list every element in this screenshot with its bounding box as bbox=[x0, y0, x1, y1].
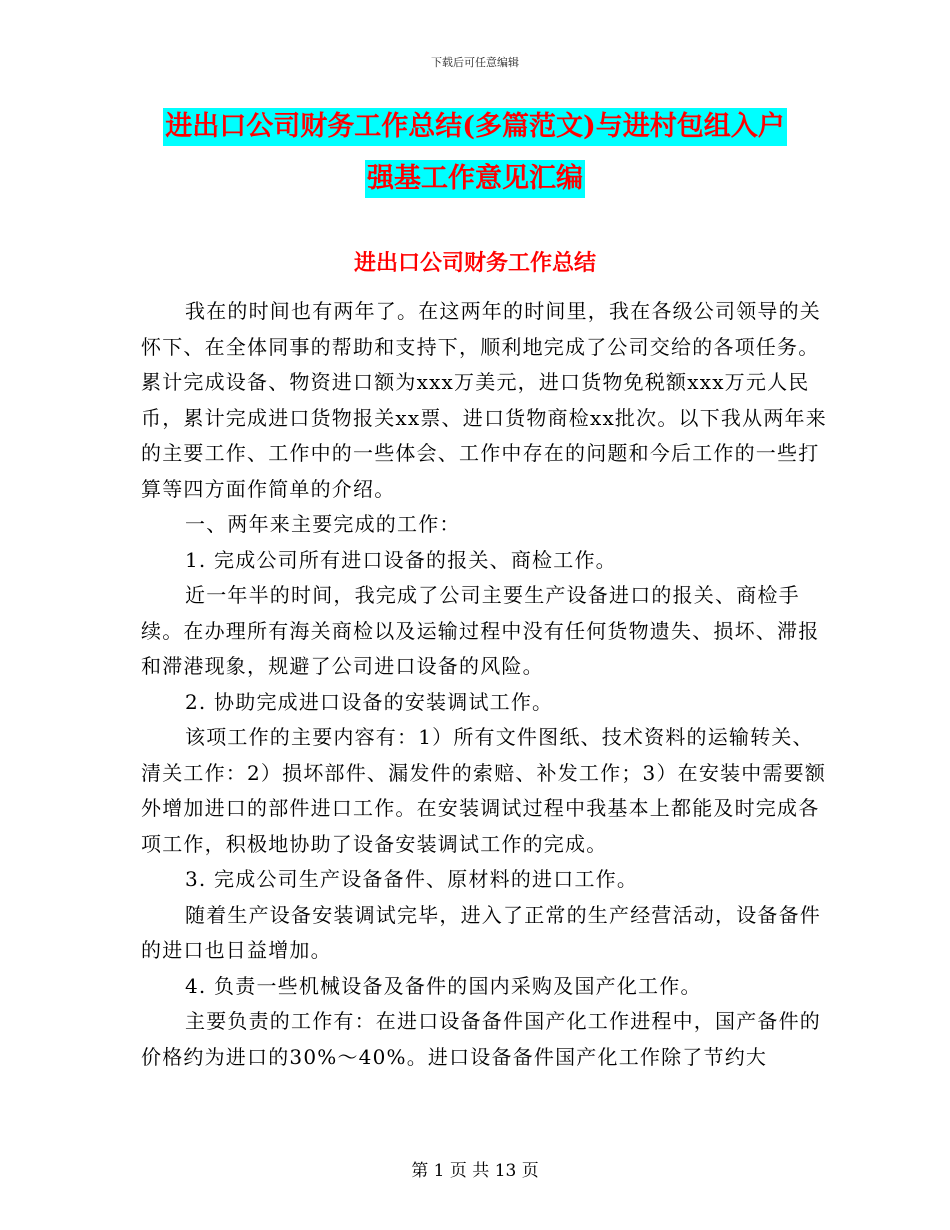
page-number-footer: 第 1 页 共 13 页 bbox=[411, 1161, 539, 1181]
paragraph: 4. 负责一些机械设备及备件的国内采购及国产化工作。 bbox=[185, 973, 702, 998]
paragraph: 近一年半的时间，我完成了公司主要生产设备进口的报关、商检手续。在办理所有海关商检以及运输过程中没有任何货物遗失、损坏、滞报和滞港现象，规避了公司进口设备的风险。 bbox=[141, 583, 820, 678]
paragraph: 3. 完成公司生产设备备件、原材料的进口工作。 bbox=[185, 867, 639, 891]
paragraph: 我在的时间也有两年了。在这两年的时间里，我在各级公司领导的关怀下、在全体同事的帮助和支持下，顺利地完成了公司交给的各项任务。累计完成设备、物资进口额为xxx万美元，进口货物免税额xxx万元人民币，累计完成进口货物报关xx票、进口货物商检xx批次。以下我从两年来的主要工作、工作中的一些体会、工作中存在的问题和今后工作的一些打算等四方面作简单的介绍。 bbox=[141, 299, 827, 501]
section-title: 进出口公司财务工作总结 bbox=[353, 250, 596, 276]
paragraph: 2. 协助完成进口设备的安装调试工作。 bbox=[185, 689, 554, 714]
page-header-note: 下载后可任意编辑 bbox=[431, 56, 519, 69]
paragraph: 主要负责的工作有：在进口设备备件国产化工作进程中，国产备件的价格约为进口的30%～40%。进口设备备件国产化工作除了节约大 bbox=[141, 1009, 821, 1069]
title-line-2: 强基工作意见汇编 bbox=[365, 160, 585, 198]
paragraph: 该项工作的主要内容有：1）所有文件图纸、技术资料的运输转关、清关工作：2）损坏部件、漏发件的索赔、补发工作；3）在安装中需要额外增加进口的部件进口工作。在安装调试过程中我基本上都能及时完成各项工作，积极地协助了设备安装调试工作的完成。 bbox=[141, 725, 827, 856]
paragraph: 1. 完成公司所有进口设备的报关、商检工作。 bbox=[185, 547, 617, 572]
paragraph: 一、两年来主要完成的工作： bbox=[185, 512, 461, 536]
title-line-1: 进出口公司财务工作总结(多篇范文)与进村包组入户 bbox=[163, 108, 787, 146]
paragraph: 随着生产设备安装调试完毕，进入了正常的生产经营活动，设备备件的进口也日益增加。 bbox=[141, 902, 821, 962]
document-title bbox=[0, 108, 950, 198]
body-text bbox=[141, 294, 831, 1075]
